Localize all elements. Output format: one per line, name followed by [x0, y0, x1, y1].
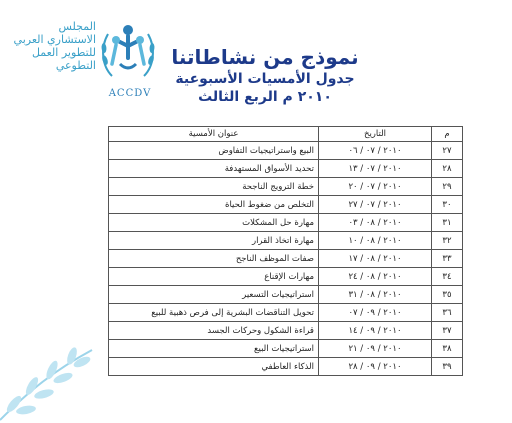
olive-branch-icon — [0, 300, 95, 423]
row-title: مهارة اتخاذ القرار — [109, 232, 319, 250]
row-number: ٣٥ — [432, 286, 463, 304]
row-date: ٢٠١٠ / ٠٧ / ٢٠ — [319, 178, 432, 196]
org-name-line: المجلس — [58, 20, 96, 33]
table-header-row — [109, 127, 463, 142]
column-header-number: م — [432, 127, 463, 142]
column-header-date: التاريخ — [319, 127, 432, 142]
row-date: ٢٠١٠ / ٠٧ / ١٣ — [319, 160, 432, 178]
document-period: ٢٠١٠ م الربع الثالث — [198, 89, 332, 105]
document-subtitle: جدول الأمسيات الأسبوعية — [175, 71, 355, 87]
table-row — [109, 340, 463, 358]
row-number: ٣٠ — [432, 196, 463, 214]
row-date: ٢٠١٠ / ٠٧ / ٢٧ — [319, 196, 432, 214]
row-number: ٣٢ — [432, 232, 463, 250]
document-title: نموذج من نشاطاتنا — [171, 45, 359, 69]
row-title: البيع واستراتيجيات التفاوض — [109, 142, 319, 160]
row-number: ٣٧ — [432, 322, 463, 340]
row-title: استراتيجيات البيع — [109, 340, 319, 358]
row-title: تحديد الأسواق المستهدفة — [109, 160, 319, 178]
table-row — [109, 214, 463, 232]
row-number: ٣١ — [432, 214, 463, 232]
table-row — [109, 250, 463, 268]
table-row — [109, 160, 463, 178]
org-abbr: ACCDV — [108, 88, 152, 99]
row-date: ٢٠١٠ / ٠٨ / ٠٣ — [319, 214, 432, 232]
row-title: قراءة الشكول وحركات الجسد — [109, 322, 319, 340]
row-date: ٢٠١٠ / ٠٨ / ١٧ — [319, 250, 432, 268]
people-wreath-icon — [98, 18, 158, 84]
row-title: استراتيجيات التسعير — [109, 286, 319, 304]
row-number: ٣٣ — [432, 250, 463, 268]
row-date: ٢٠١٠ / ٠٩ / ٢٨ — [319, 358, 432, 376]
row-title: مهارة حل المشكلات — [109, 214, 319, 232]
row-date: ٢٠١٠ / ٠٨ / ٢٤ — [319, 268, 432, 286]
org-name-line: التطوعي — [55, 59, 96, 72]
row-number: ٣٦ — [432, 304, 463, 322]
row-date: ٢٠١٠ / ٠٨ / ١٠ — [319, 232, 432, 250]
row-title: التخلص من ضغوط الحياة — [109, 196, 319, 214]
org-logo — [10, 18, 160, 110]
row-date: ٢٠١٠ / ٠٩ / ٢١ — [319, 340, 432, 358]
row-number: ٢٨ — [432, 160, 463, 178]
evening-schedule-table — [108, 126, 463, 376]
table-row — [109, 142, 463, 160]
document-header — [160, 44, 370, 106]
row-date: ٢٠١٠ / ٠٨ / ٣١ — [319, 286, 432, 304]
row-title: تحويل التناقضات البشرية إلى فرص ذهبية للبيع — [109, 304, 319, 322]
row-title: الذكاء العاطفي — [109, 358, 319, 376]
org-name-line: الاستشاري العربي — [13, 33, 96, 46]
row-number: ٣٩ — [432, 358, 463, 376]
row-title: خطة الترويج الناجحة — [109, 178, 319, 196]
row-date: ٢٠١٠ / ٠٩ / ٠٧ — [319, 304, 432, 322]
row-number: ٢٧ — [432, 142, 463, 160]
table-row — [109, 358, 463, 376]
row-title: مهارات الإقناع — [109, 268, 319, 286]
table-row — [109, 322, 463, 340]
row-number: ٣٤ — [432, 268, 463, 286]
row-date: ٢٠١٠ / ٠٧ / ٠٦ — [319, 142, 432, 160]
table-row — [109, 196, 463, 214]
org-name-line: للتطوير العمل — [31, 46, 96, 59]
table-row — [109, 304, 463, 322]
org-name — [13, 20, 96, 72]
row-date: ٢٠١٠ / ٠٩ / ١٤ — [319, 322, 432, 340]
table-row — [109, 178, 463, 196]
column-header-title: عنوان الأمسية — [109, 127, 319, 142]
table-row — [109, 268, 463, 286]
table-row — [109, 286, 463, 304]
row-title: صفات الموظف الناجح — [109, 250, 319, 268]
row-number: ٣٨ — [432, 340, 463, 358]
row-number: ٢٩ — [432, 178, 463, 196]
table-row — [109, 232, 463, 250]
